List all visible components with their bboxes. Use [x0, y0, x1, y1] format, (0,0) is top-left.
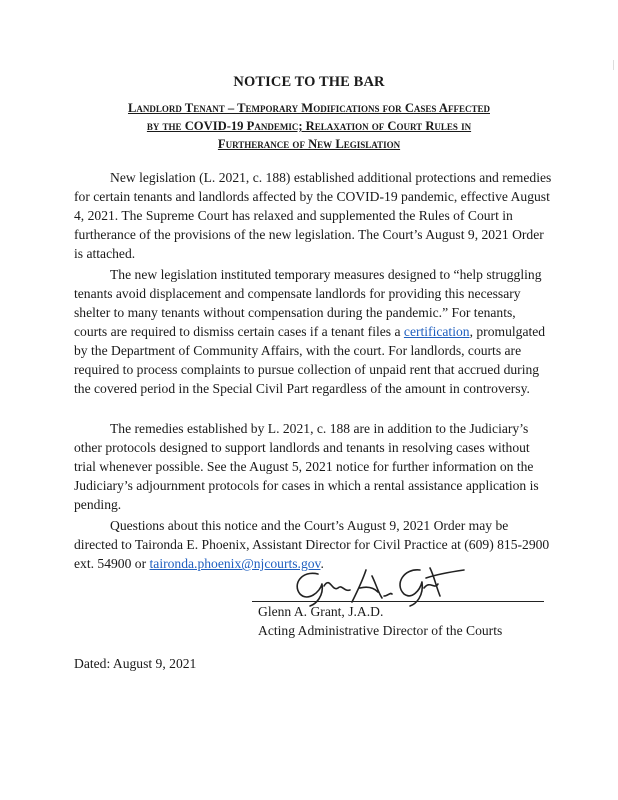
- notice-subject: [70, 99, 548, 153]
- certification-link[interactable]: certification: [403, 324, 470, 339]
- subject-line-2: by the COVID-19 Pandemic; Relaxation of Court Rules in: [146, 119, 472, 133]
- paragraph-2-text-a: The new legislation instituted temporary measures designed to “help struggling tenants avoid displacement and compensate landlords for providing this necessary shelter to many tenants without compensation during the pandemic.” For tenants, courts are required to dismiss certain cases if a tenant files a: [74, 267, 542, 339]
- signer-title: Acting Administrative Director of the Courts: [258, 623, 503, 638]
- signer-block: [258, 602, 502, 640]
- email-link[interactable]: taironda.phoenix@njcourts.gov: [149, 556, 321, 571]
- paragraph-2-text-b: , promulgated by the Department of Community Affairs, with the court. For landlords, courts are required to process complaints to pursue collection of unpaid rent that accrued during the covered period in the Special Civil Part regardless of the amount in controversy.: [74, 324, 546, 396]
- notice-title: NOTICE TO THE BAR: [233, 74, 385, 90]
- paragraph-legislation: [74, 168, 552, 263]
- dated-line: Dated: August 9, 2021: [74, 656, 197, 671]
- subject-line-1: Landlord Tenant – Temporary Modifications for Cases Affected: [127, 101, 490, 115]
- paragraph-4-text-a: Questions about this notice and the Court’s August 9, 2021 Order may be directed to Taironda E. Phoenix, Assistant Director for Civil Practice at (609) 815-2900 ext. 54900 or: [74, 518, 550, 571]
- paragraph-4-text-b: .: [320, 556, 324, 571]
- paragraph-1-text: New legislation (L. 2021, c. 188) established additional protections and remedies for certain tenants and landlords affected by the COVID-19 pandemic, effective August 4, 2021. The Supreme Court has relaxed and supplemented the Rules of Court in furtherance of the provisions of the new legislation. The Court’s August 9, 2021 Order is attached.: [74, 170, 552, 261]
- subject-line-3: Furtherance of New Legislation: [217, 137, 401, 151]
- paragraph-remedies: [74, 419, 552, 514]
- paragraph-measures: [74, 265, 552, 398]
- signer-name: Glenn A. Grant, J.A.D.: [258, 604, 384, 619]
- scan-edge-mark: [613, 60, 614, 70]
- paragraph-3-text: The remedies established by L. 2021, c. 188 are in addition to the Judiciary’s other protocols designed to support landlords and tenants in resolving cases without trial whenever possible. See the August 5, 2021 notice for further information on the Judiciary’s adjournment protocols for cases in which a rental assistance application is pending.: [74, 421, 539, 512]
